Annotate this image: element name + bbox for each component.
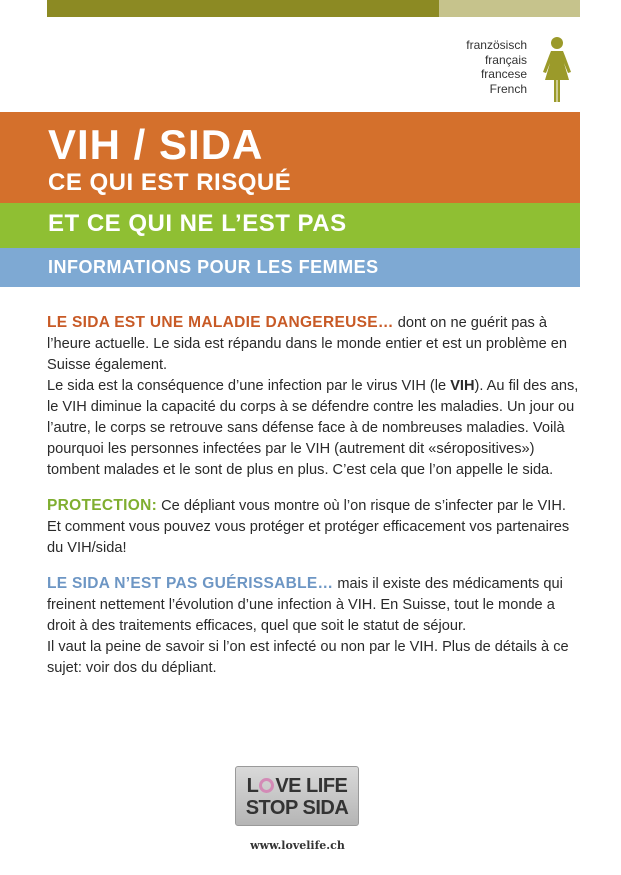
logo-line-2: STOP SIDA <box>245 797 349 819</box>
woman-figure-icon <box>540 36 574 104</box>
top-bar-dark-segment <box>47 0 439 17</box>
section-testing-note: Il vaut la peine de savoir si l’on est infecté ou non par le VIH. Plus de détails à ce sujet: voir dos du dépliant. <box>47 639 569 676</box>
language-german: französisch <box>466 38 527 52</box>
section-text-protection: Ce dépliant vous montre où l’on risque de s’infecter par le VIH. Et comment vous pouvez vous protéger et protéger efficacement vos partenaires du VIH/sida! <box>47 498 570 556</box>
section-dangerous-disease <box>47 312 579 481</box>
section-text-not-curable: mais il existe des médicaments qui freinent nettement l’évolution d’une infection à VIH. En Suisse, tout le monde a droit à des traitements efficaces, quel que soit le statut de séjour. <box>47 576 563 634</box>
logo-line-1 <box>236 775 358 797</box>
website-url[interactable]: www.lovelife.ch <box>250 839 345 852</box>
subtitle-no-risk: ET CE QUI NE L’EST PAS <box>48 210 347 237</box>
condom-ring-icon <box>259 778 274 793</box>
subtitle-audience: INFORMATIONS POUR LES FEMMES <box>48 257 379 277</box>
section-protection <box>47 495 579 559</box>
page-title: VIH / SIDA <box>48 121 264 168</box>
logo-letter-l: L <box>246 775 259 797</box>
section-intro-dangerous: dont on ne guérit pas à l’heure actuelle. Le sida est répandu dans le monde entier et est un problème en Suisse également. <box>47 315 568 373</box>
language-english: French <box>489 81 527 96</box>
section-heading-dangerous: LE SIDA EST UNE MALADIE DANGEREUSE… <box>47 314 394 331</box>
language-list <box>466 38 527 96</box>
subtitle-risk: CE QUI EST RISQUÉ <box>48 169 292 196</box>
hiv-explanation-end: ). Au fil des ans, le VIH diminue la capacité du corps à se défendre contre les maladies. Un jour ou l’autre, le corps se retrouve sans défense face à de nombreuses maladies. Voilà pourquoi les personnes infectées par le VIH (autrement dit «séropositives») tombent malades et le sont de plus en plus. C’est cela que l’on appelle le sida. <box>47 378 579 478</box>
body-text <box>47 312 579 693</box>
love-life-logo <box>235 766 359 826</box>
language-french: français <box>484 52 527 67</box>
hiv-explanation-start: Le sida est la conséquence d’une infection par le virus VIH (le <box>47 378 451 394</box>
hiv-abbreviation: VIH <box>450 378 475 394</box>
language-italian: francese <box>480 67 527 81</box>
section-heading-not-curable: LE SIDA N’EST PAS GUÉRISSABLE… <box>47 575 334 592</box>
logo-ve-life: VE LIFE <box>275 775 348 797</box>
section-heading-protection: PROTECTION: <box>47 497 158 514</box>
top-bar-light-segment <box>439 0 580 17</box>
top-color-bar <box>47 0 580 17</box>
section-not-curable <box>47 573 579 679</box>
